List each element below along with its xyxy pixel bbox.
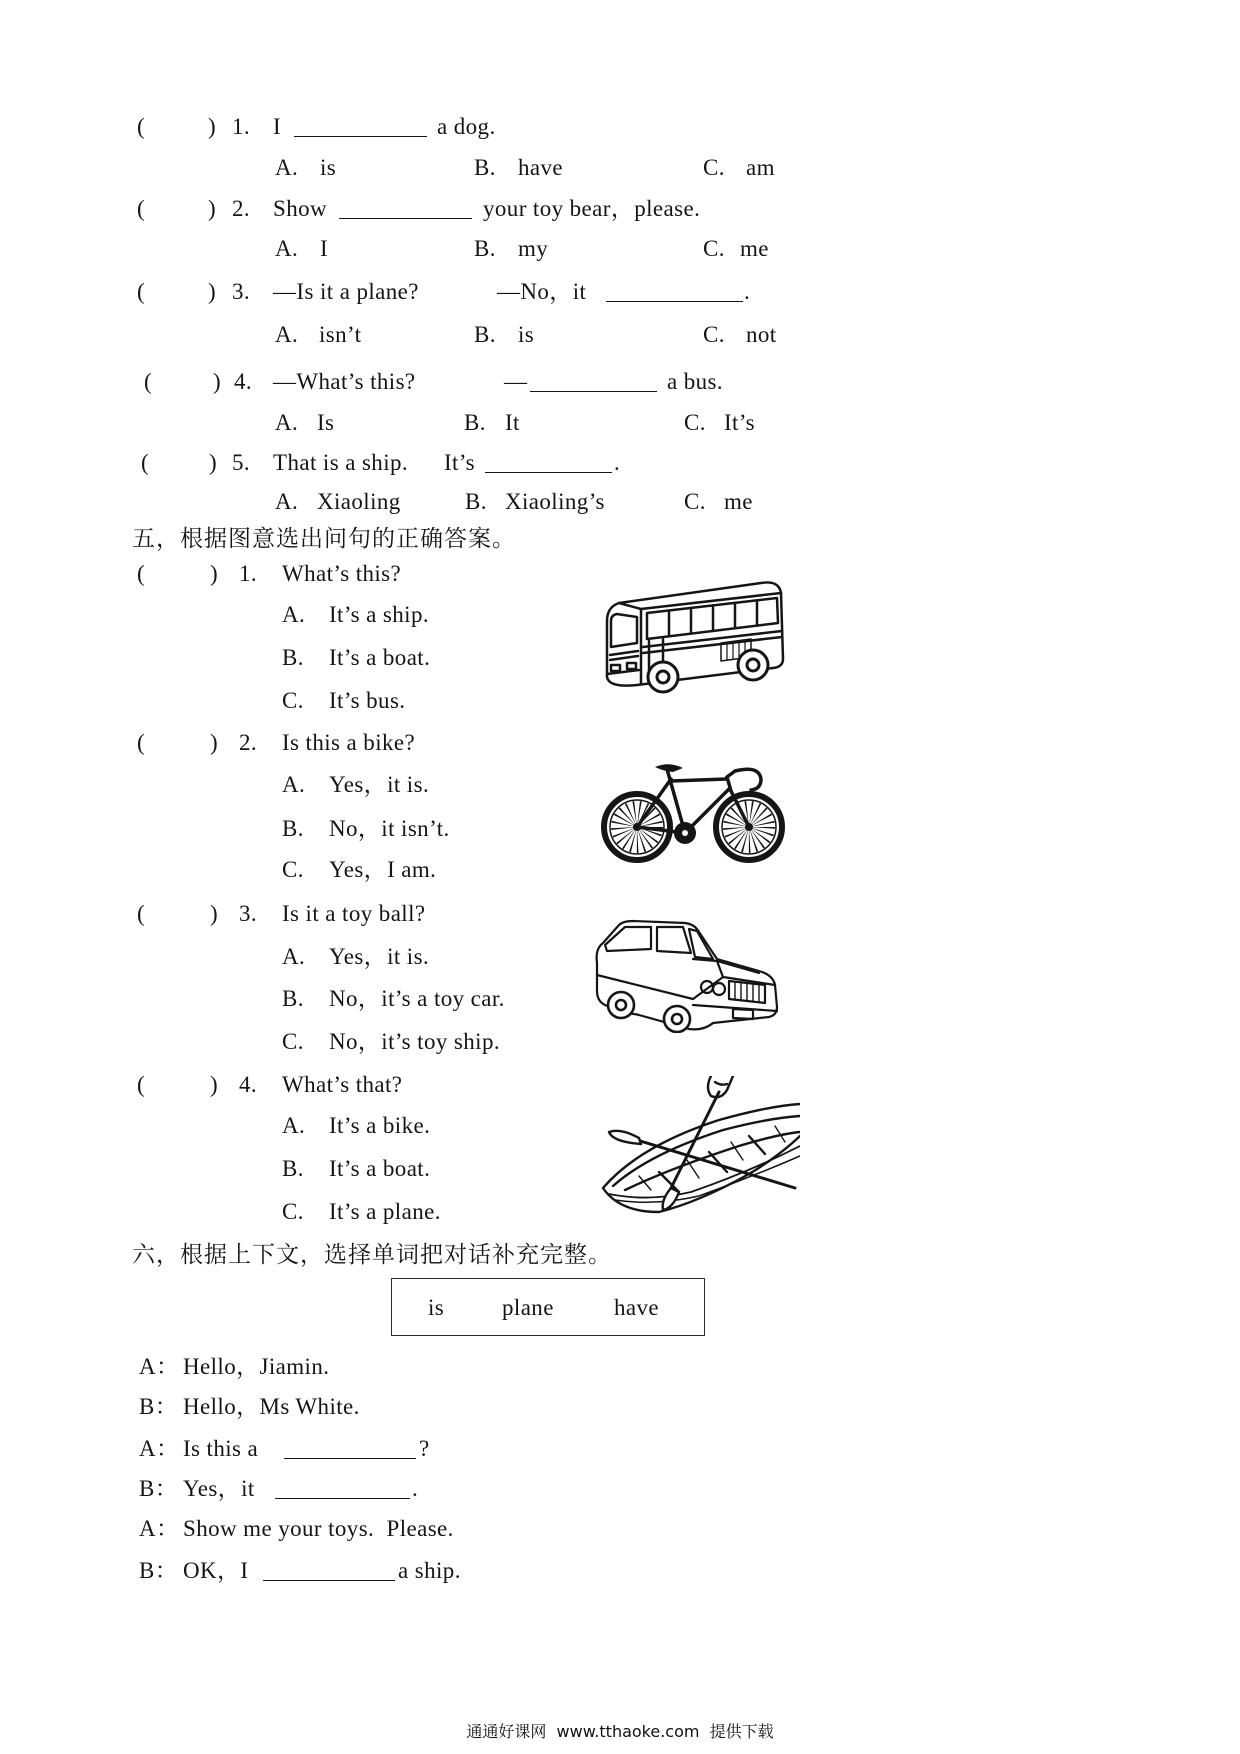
option-letter: B. <box>474 155 496 180</box>
option-text: Xiaoling <box>317 489 401 514</box>
paren-close: ) <box>209 450 218 475</box>
question-number: 5. <box>232 450 251 475</box>
word-bank-item: is <box>428 1295 445 1320</box>
option-letter: B. <box>282 1156 304 1181</box>
dialogue-line-3 <box>0 1434 1240 1464</box>
option-letter: A. <box>275 236 299 261</box>
option-text: I <box>320 236 329 261</box>
question-text: —No，it <box>497 279 587 304</box>
paren-close: ) <box>210 901 219 926</box>
s4-question-3 <box>0 277 1240 307</box>
dialogue-text: Hello，Ms White. <box>183 1394 360 1419</box>
dialogue-text: Yes，it <box>183 1476 255 1501</box>
paren-close: ) <box>208 114 217 139</box>
s4-question-4 <box>0 367 1240 397</box>
paren-open: ( <box>137 1072 146 1097</box>
s4-options-3 <box>0 320 1240 350</box>
word-bank-box <box>391 1278 705 1336</box>
answer-blank <box>294 112 427 137</box>
option-letter: A. <box>282 944 306 969</box>
section-5-heading-row <box>0 524 1240 554</box>
option-letter: A. <box>275 155 299 180</box>
dialogue-text: ? <box>419 1436 430 1461</box>
car-picture <box>593 919 781 1033</box>
option-text: is <box>320 155 337 180</box>
question-number: 4. <box>239 1072 258 1097</box>
option-letter: C. <box>282 857 304 882</box>
dialogue-line-1 <box>0 1352 1240 1382</box>
question-text: —What’s this? <box>273 369 416 394</box>
paren-close: ) <box>210 730 219 755</box>
option-letter: C. <box>703 236 725 261</box>
question-text: . <box>614 450 621 475</box>
option-text: It’s bus. <box>329 688 406 713</box>
section-heading: 五，根据图意选出问句的正确答案。 <box>132 526 516 551</box>
section-6-heading-row <box>0 1240 1240 1270</box>
paren-close: ) <box>213 369 222 394</box>
option-letter: A. <box>282 1113 306 1138</box>
dialogue-speaker: A： <box>139 1436 180 1461</box>
option-letter: B. <box>474 322 496 347</box>
answer-blank <box>284 1434 416 1459</box>
question-text: I <box>273 114 282 139</box>
option-text: It’s a bike. <box>329 1113 431 1138</box>
s4-options-1 <box>0 153 1240 183</box>
s4-options-2 <box>0 234 1240 264</box>
option-letter: C. <box>684 410 706 435</box>
option-text: have <box>518 155 564 180</box>
dialogue-line-4 <box>0 1474 1240 1504</box>
option-text: It’s a plane. <box>329 1199 441 1224</box>
question-text: It’s <box>444 450 475 475</box>
paren-open: ( <box>144 369 153 394</box>
dialogue-text: . <box>412 1476 419 1501</box>
option-letter: A. <box>275 322 299 347</box>
option-letter: C. <box>703 322 725 347</box>
dialogue-speaker: A： <box>139 1516 180 1541</box>
option-text: No，it isn’t. <box>329 816 450 841</box>
option-text: Yes，it is. <box>329 772 430 797</box>
paren-open: ( <box>137 901 146 926</box>
paren-close: ) <box>210 561 219 586</box>
paren-close: ) <box>208 279 217 304</box>
option-text: It’s a boat. <box>329 1156 431 1181</box>
question-text: — <box>504 369 528 394</box>
question-text: Is this a bike? <box>282 730 416 755</box>
dialogue-line-2 <box>0 1392 1240 1422</box>
question-text: a bus. <box>667 369 724 394</box>
option-text: me <box>740 236 769 261</box>
option-text: It <box>505 410 520 435</box>
option-text: No，it’s a toy car. <box>329 986 505 1011</box>
option-letter: B. <box>464 410 486 435</box>
dialogue-text: OK，I <box>183 1558 249 1583</box>
s4-question-1 <box>0 112 1240 142</box>
paren-open: ( <box>137 730 146 755</box>
option-text: not <box>746 322 777 347</box>
option-letter: B. <box>282 986 304 1011</box>
question-text: That is a ship. <box>273 450 409 475</box>
question-number: 1. <box>232 114 251 139</box>
question-number: 3. <box>232 279 251 304</box>
word-bank-item: plane <box>502 1295 554 1320</box>
option-text: my <box>518 236 549 261</box>
dialogue-speaker: B： <box>139 1476 179 1501</box>
question-text: . <box>744 279 751 304</box>
question-number: 2. <box>232 196 251 221</box>
option-letter: C. <box>282 688 304 713</box>
option-letter: A. <box>275 410 299 435</box>
answer-blank <box>275 1474 410 1499</box>
option-letter: B. <box>282 816 304 841</box>
answer-blank <box>606 277 743 302</box>
dialogue-line-5 <box>0 1514 1240 1544</box>
question-text: What’s this? <box>282 561 402 586</box>
option-text: isn’t <box>319 322 362 347</box>
question-text: Show <box>273 196 328 221</box>
paren-open: ( <box>141 450 150 475</box>
dialogue-speaker: B： <box>139 1558 179 1583</box>
question-text: a dog. <box>437 114 496 139</box>
question-text: —Is it a plane? <box>273 279 419 304</box>
dialogue-line-6 <box>0 1556 1240 1586</box>
dialogue-text: a ship. <box>398 1558 461 1583</box>
option-text: It’s a ship. <box>329 602 429 627</box>
option-letter: C. <box>703 155 725 180</box>
question-number: 1. <box>239 561 258 586</box>
answer-blank <box>339 194 472 219</box>
s4-question-2 <box>0 194 1240 224</box>
paren-close: ) <box>208 196 217 221</box>
dialogue-speaker: A： <box>139 1354 180 1379</box>
question-text: your toy bear，please. <box>483 196 701 221</box>
option-letter: A. <box>282 602 306 627</box>
bike-picture <box>599 743 786 868</box>
dialogue-text: Is this a <box>183 1436 259 1461</box>
answer-blank <box>530 367 657 392</box>
bus-picture <box>601 577 788 696</box>
option-letter: C. <box>684 489 706 514</box>
option-text: It’s a boat. <box>329 645 431 670</box>
page-footer: 通通好课网 www.tthaoke.com 提供下载 <box>466 1722 774 1741</box>
option-letter: B. <box>282 645 304 670</box>
boat-picture <box>599 1076 800 1216</box>
option-text: No，it’s toy ship. <box>329 1029 501 1054</box>
paren-open: ( <box>137 561 146 586</box>
section-heading: 六，根据上下文，选择单词把对话补充完整。 <box>132 1242 612 1267</box>
option-text: It’s <box>724 410 755 435</box>
option-text: me <box>724 489 753 514</box>
option-text: Is <box>317 410 335 435</box>
question-number: 2. <box>239 730 258 755</box>
option-letter: C. <box>282 1199 304 1224</box>
s4-question-5 <box>0 448 1240 478</box>
s4-options-5 <box>0 487 1240 517</box>
question-text: What’s that? <box>282 1072 403 1097</box>
paren-open: ( <box>137 196 146 221</box>
answer-blank <box>485 448 612 473</box>
option-text: is <box>518 322 535 347</box>
s4-options-4 <box>0 408 1240 438</box>
option-text: Yes，it is. <box>329 944 430 969</box>
answer-blank <box>263 1556 395 1581</box>
word-bank-item: have <box>614 1295 660 1320</box>
option-letter: A. <box>275 489 299 514</box>
option-letter: A. <box>282 772 306 797</box>
option-text: Yes，I am. <box>329 857 437 882</box>
option-text: Xiaoling’s <box>505 489 605 514</box>
option-letter: B. <box>474 236 496 261</box>
paren-open: ( <box>137 114 146 139</box>
paren-open: ( <box>137 279 146 304</box>
dialogue-speaker: B： <box>139 1394 179 1419</box>
question-text: Is it a toy ball? <box>282 901 426 926</box>
dialogue-text: Show me your toys. Please. <box>183 1516 454 1541</box>
question-number: 4. <box>234 369 253 394</box>
option-text: am <box>746 155 775 180</box>
option-letter: B. <box>465 489 487 514</box>
question-number: 3. <box>239 901 258 926</box>
paren-close: ) <box>210 1072 219 1097</box>
dialogue-text: Hello，Jiamin. <box>183 1354 330 1379</box>
option-letter: C. <box>282 1029 304 1054</box>
